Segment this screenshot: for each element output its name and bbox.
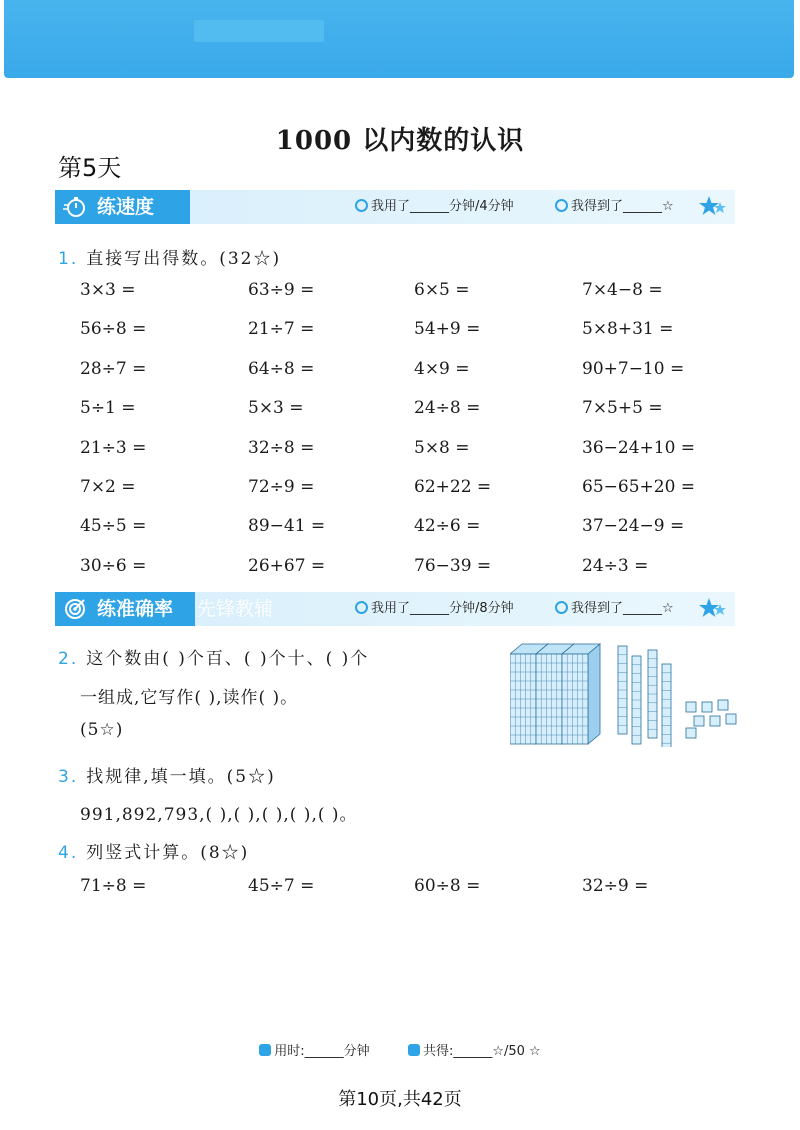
section-accuracy-text: 练准确率 <box>97 598 174 620</box>
stars-decoration-icon <box>699 596 727 622</box>
footer-time: 用时:______分钟 <box>274 1044 370 1059</box>
math-expression: 90+7−10 = <box>582 358 685 379</box>
unit-cube <box>702 702 712 712</box>
page-title: 1000 以内数的认识 <box>275 126 525 156</box>
question-2-number: 2. <box>58 649 79 669</box>
math-row <box>80 438 740 477</box>
math-expression: 3×3 = <box>80 280 136 300</box>
star-icon <box>408 1044 420 1056</box>
hundred-flat-side <box>588 644 600 744</box>
check-icon <box>555 601 568 614</box>
math-expression: 24÷8 = <box>414 398 481 419</box>
clock-icon <box>355 199 368 212</box>
math-expression: 32÷8 = <box>248 437 315 458</box>
unit-cube <box>718 700 728 710</box>
math-expression: 5×8 = <box>414 437 470 458</box>
question-2-line1: 这个数由( )个百、( )个十、( )个 <box>86 649 370 669</box>
watermark-text: 先锋教辅 <box>197 598 274 620</box>
math-expression: 56÷8 = <box>80 319 147 340</box>
math-expression: 64÷8 = <box>248 358 315 379</box>
question-2-heading <box>58 644 369 669</box>
question-2-line2: 一组成,它写作( ),读作( )。 <box>80 688 299 708</box>
math-row <box>80 516 740 555</box>
base-ten-blocks-illustration <box>510 632 750 747</box>
time-used-text: 我用了______分钟/4分钟 <box>371 199 514 214</box>
page-number: 第10页,共42页 <box>338 1089 462 1110</box>
section-accuracy-label <box>55 592 195 626</box>
unit-cube <box>686 728 696 738</box>
question-4-heading <box>58 838 249 863</box>
question-1-number: 1. <box>58 249 79 269</box>
question-4-number: 4. <box>58 843 79 863</box>
stars-got-text-2: 我得到了______☆ <box>571 601 674 616</box>
vertical-calc-item: 60÷8 = <box>414 876 481 896</box>
math-expression: 89−41 = <box>248 516 326 537</box>
timer-icon <box>259 1044 271 1056</box>
time-used-text-2: 我用了______分钟/8分钟 <box>371 601 514 616</box>
stars-got-field-2 <box>555 592 674 626</box>
section-speed-label <box>55 190 190 224</box>
question-3-number: 3. <box>58 767 79 787</box>
day-label: 第5天 <box>58 154 122 182</box>
math-expression: 30÷6 = <box>80 555 147 576</box>
vertical-calc-item: 45÷7 = <box>248 876 315 896</box>
math-expression: 42÷6 = <box>414 516 481 537</box>
math-row <box>80 398 740 437</box>
check-icon <box>555 199 568 212</box>
unit-cube <box>726 714 736 724</box>
math-expression: 28÷7 = <box>80 358 147 379</box>
math-expression: 72÷9 = <box>248 476 315 497</box>
section-accuracy-bar <box>55 592 735 626</box>
question-3-text: 找规律,填一填。(5☆) <box>86 767 276 787</box>
math-expression: 7×5+5 = <box>582 398 663 419</box>
time-used-field <box>355 190 514 224</box>
math-expression: 6×5 = <box>414 280 470 300</box>
math-row <box>80 319 740 358</box>
question-4-text: 列竖式计算。(8☆) <box>86 843 250 863</box>
section-speed-bar <box>55 190 735 224</box>
footer-summary <box>0 1040 800 1059</box>
math-expression: 4×9 = <box>414 358 470 379</box>
math-expression: 36−24+10 = <box>582 437 696 458</box>
stopwatch-icon <box>63 195 87 219</box>
math-expression: 63÷9 = <box>248 280 315 300</box>
math-expression: 45÷5 = <box>80 516 147 537</box>
header-tab <box>194 20 324 42</box>
mental-math-grid <box>80 280 740 595</box>
math-expression: 24÷3 = <box>582 555 649 576</box>
math-row <box>80 556 740 595</box>
section-speed-text: 练速度 <box>97 196 155 218</box>
math-expression: 54+9 = <box>414 319 481 340</box>
vertical-calc-item: 71÷8 = <box>80 876 147 896</box>
math-expression: 5×8+31 = <box>582 319 674 340</box>
math-expression: 62+22 = <box>414 476 492 497</box>
math-expression: 21÷3 = <box>80 437 147 458</box>
unit-cube <box>686 702 696 712</box>
question-2-line3: (5☆) <box>80 720 124 740</box>
math-expression: 26+67 = <box>248 555 326 576</box>
stars-got-field <box>555 190 674 224</box>
math-expression: 65−65+20 = <box>582 476 696 497</box>
target-icon <box>63 597 87 621</box>
math-expression: 21÷7 = <box>248 319 315 340</box>
math-expression: 7×2 = <box>80 476 136 497</box>
math-row <box>80 359 740 398</box>
math-expression: 37−24−9 = <box>582 516 685 537</box>
math-row <box>80 477 740 516</box>
unit-cube <box>694 716 704 726</box>
clock-icon <box>355 601 368 614</box>
math-expression: 7×4−8 = <box>582 280 663 300</box>
stars-decoration-icon <box>699 194 727 220</box>
question-3-heading <box>58 762 276 787</box>
math-expression: 5×3 = <box>248 398 304 419</box>
question-3-sequence: 991,892,793,( ),( ),( ),( ),( )。 <box>80 805 358 825</box>
stars-got-text: 我得到了______☆ <box>571 199 674 214</box>
math-expression: 76−39 = <box>414 555 492 576</box>
question-1-text: 直接写出得数。(32☆) <box>86 249 282 269</box>
time-used-field-2 <box>355 592 514 626</box>
top-header-band <box>4 0 794 78</box>
vertical-calc-item: 32÷9 = <box>582 876 649 896</box>
footer-total: 共得:______☆/50 ☆ <box>422 1044 541 1059</box>
math-row <box>80 280 740 319</box>
math-expression: 5÷1 = <box>80 398 136 419</box>
unit-cube <box>710 716 720 726</box>
question-1-heading <box>58 244 281 269</box>
